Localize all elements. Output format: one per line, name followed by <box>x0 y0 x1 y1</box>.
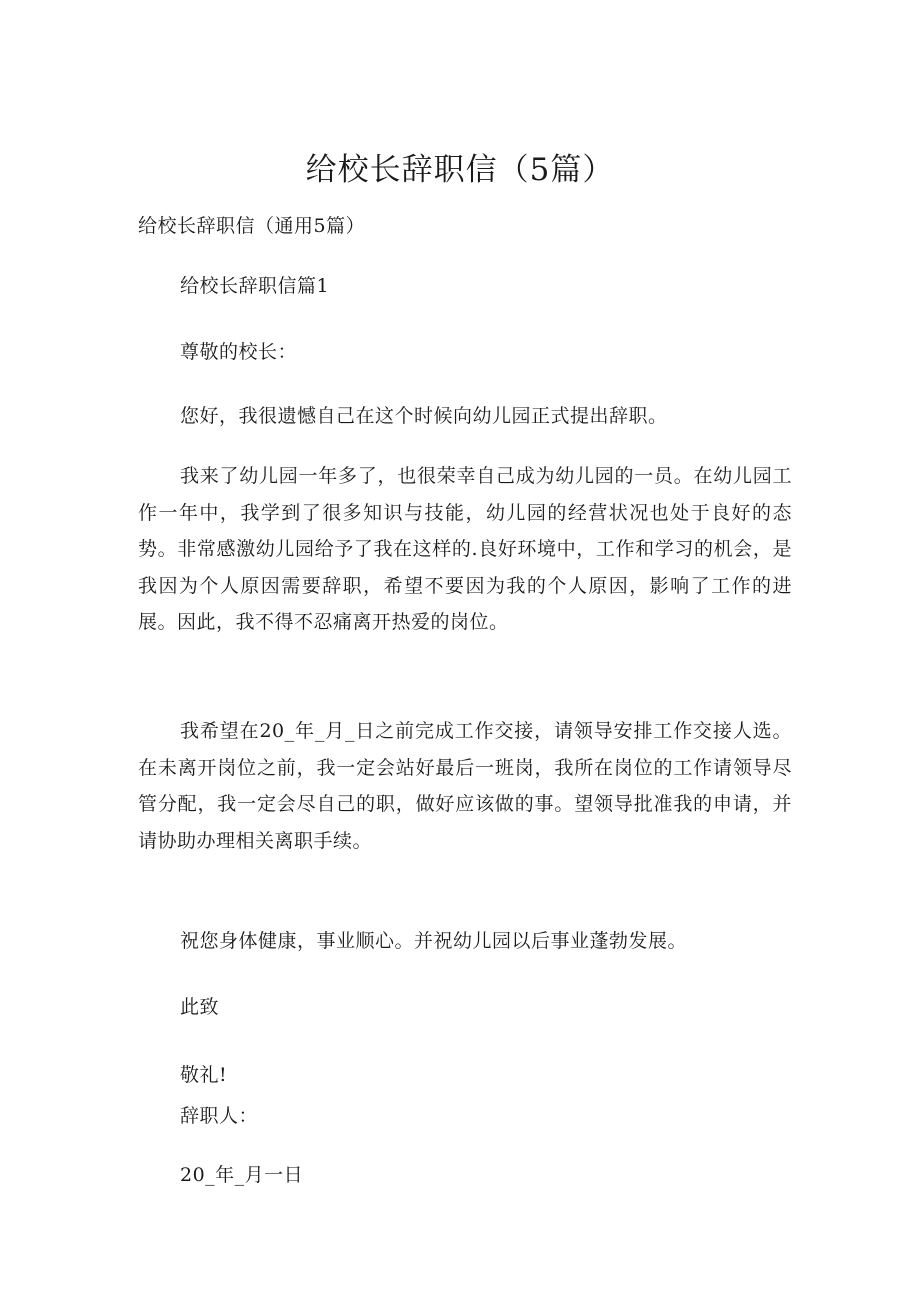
closing-jingli: 敬礼! <box>180 1064 228 1086</box>
document-title: 给校长辞职信（5篇） <box>305 152 615 188</box>
signer-label: 辞职人： <box>180 1105 259 1127</box>
greeting-line: 您好，我很遗憾自己在这个时候向幼儿园正式提出辞职。 <box>180 405 668 427</box>
body-paragraph-1: 我来了幼儿园一年多了，也很荣幸自己成为幼儿园的一员。在幼儿园工作一年中，我学到了很多知识与技能，幼儿园的经营状况也处于良好的态势。非常感激幼儿园给予了我在这样的.良好环境中，工作和学习的机会，是我因为个人原因需要辞职，希望不要因为我的个人原因，影响了工作的进展。因此，我不得不忍痛离开热爱的岗位。 <box>138 465 792 633</box>
body-paragraph-2: 我希望在20_年_月_日之前完成工作交接，请领导安排工作交接人选。在未离开岗位之前，我一定会站好最后一班岗，我所在岗位的工作请领导尽管分配，我一定会尽自己的职，做好应该做的事。望领导批准我的申请，并请协助办理相关离职手续。 <box>138 720 792 852</box>
closing-cizhi: 此致 <box>180 996 220 1018</box>
section-heading: 给校长辞职信篇1 <box>180 275 330 297</box>
document-subtitle: 给校长辞职信（通用5篇） <box>138 215 366 237</box>
salutation: 尊敬的校长： <box>180 341 298 363</box>
wishes-line: 祝您身体健康，事业顺心。并祝幼儿园以后事业蓬勃发展。 <box>180 930 688 952</box>
signature-date: 20_年_月一日 <box>180 1164 304 1186</box>
